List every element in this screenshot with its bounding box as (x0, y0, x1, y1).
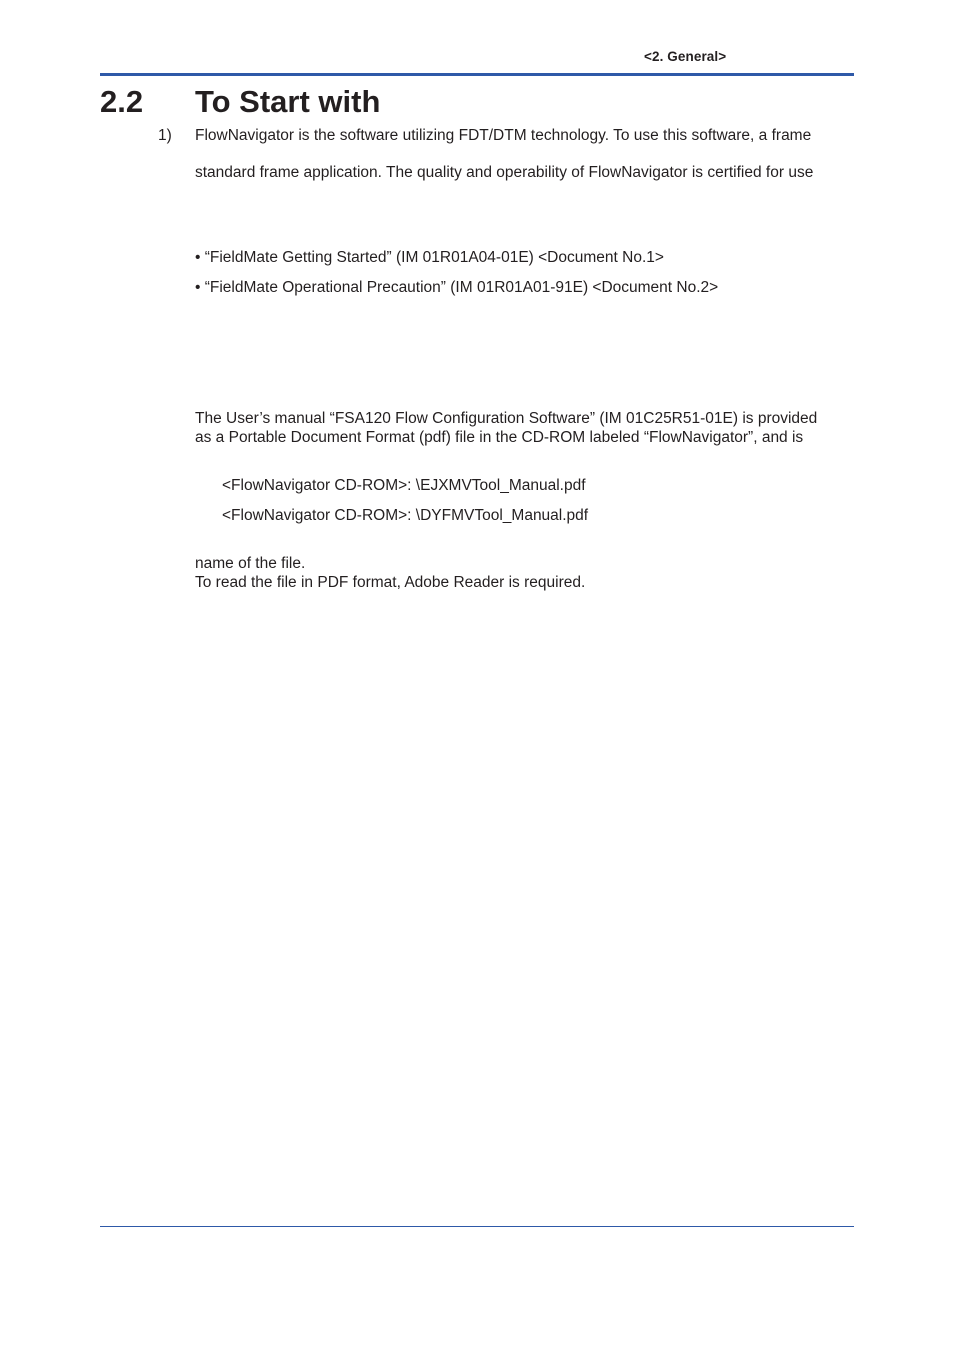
section-title: To Start with (195, 84, 381, 119)
header-rule (100, 73, 854, 76)
document-reference: • “FieldMate Getting Started” (IM 01R01A04-01E) <Document No.1> (195, 249, 664, 266)
paragraph-line: standard frame application. The quality and operability of FlowNavigator is certified for use (195, 164, 814, 181)
paragraph-line: To read the file in PDF format, Adobe Reader is required. (195, 574, 586, 591)
file-path: <FlowNavigator CD-ROM>: \DYFMVTool_Manual.pdf (222, 507, 589, 524)
list-marker: 1) (158, 127, 172, 144)
paragraph-line: name of the file. (195, 555, 306, 572)
paragraph-line: FlowNavigator is the software utilizing FDT/DTM technology. To use this software, a frame (195, 127, 812, 144)
document-reference: • “FieldMate Operational Precaution” (IM 01R01A01-91E) <Document No.2> (195, 279, 719, 296)
file-path: <FlowNavigator CD-ROM>: \EJXMVTool_Manual.pdf (222, 477, 586, 494)
footer-rule (100, 1226, 854, 1227)
running-header: <2. General> (644, 49, 727, 64)
section-number: 2.2 (100, 84, 144, 119)
paragraph-line: as a Portable Document Format (pdf) file in the CD-ROM labeled “FlowNavigator”, and is (195, 429, 804, 446)
paragraph-line: The User’s manual “FSA120 Flow Configuration Software” (IM 01C25R51-01E) is provided (195, 410, 818, 427)
